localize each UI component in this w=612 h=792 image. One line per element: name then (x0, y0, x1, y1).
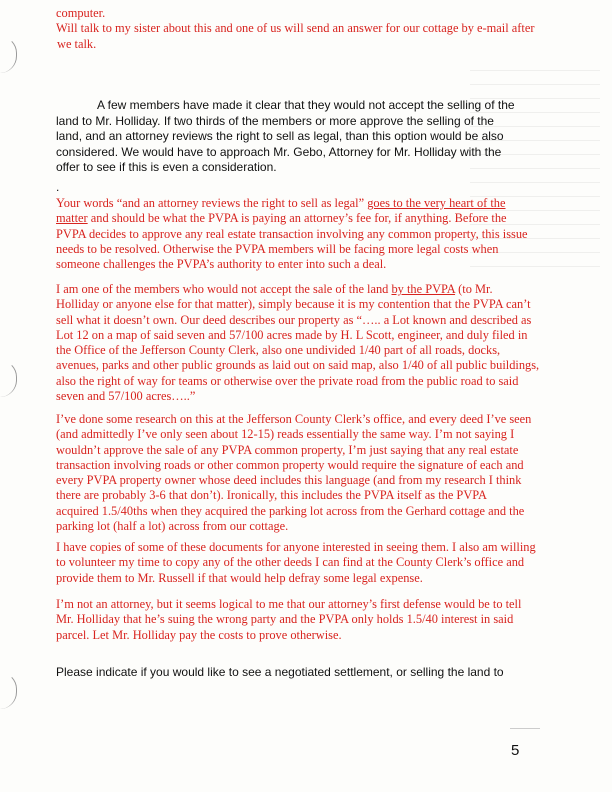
text-line: I have copies of some of these documents for anyone interested in seeing them. I also am willing (56, 540, 536, 554)
text-span: Your words “and an attorney reviews the right to sell as legal” (56, 196, 368, 210)
text-line: Will talk to my sister about this and one of us will send an answer for our cottage by e-mail after (56, 21, 535, 36)
stray-mark: . (56, 180, 60, 194)
response-paragraph-5 (56, 597, 521, 643)
text-line: Holliday or anyone else for that matter), simply because it is my contention that the PVPA can’t (56, 297, 531, 312)
text-span: I am one of the members who would not accept the sale of the land (56, 282, 392, 296)
text-line: land to Mr. Holliday. If two thirds of the members or more approve the selling of the (56, 113, 494, 128)
text-line: I’m not an attorney, but it seems logical to me that our attorney’s first defense would be to tell (56, 597, 522, 611)
text-line: avenues, parks and other public grounds as laid out on said map, also 1/40 of all public buildings, (56, 358, 540, 373)
text-line: seven and 57/100 acres…..” (56, 389, 196, 404)
text-line: needs to be resolved. Otherwise the PVPA members will be facing more legal costs when (56, 241, 499, 256)
underlined-text: matter (56, 211, 88, 226)
text-line: Lot 12 on a map of said seven and 57/100 acres made by H. L Scott, engineer, and duly filed in (56, 327, 528, 342)
text-line: sell what it doesn’t own. Our deed describes our property as “….. a Lot known and described as (56, 312, 532, 327)
closing-question: Please indicate if you would like to see a negotiated settlement, or selling the land to (56, 665, 504, 679)
question-paragraph (56, 98, 515, 176)
text-line: we talk. (57, 36, 97, 51)
text-line: PVPA decides to approve any real estate transaction involving any common property, this issue (56, 226, 528, 241)
text-line: offer to see if this is even a consideration. (56, 160, 277, 175)
text-line: acquired 1.5/40ths when they acquired the parking lot across from the Gerhard cottage and the (56, 503, 525, 518)
text-line: A few members have made it clear that they would not accept the selling of the (97, 98, 515, 112)
text-line (56, 211, 528, 226)
response-paragraph-4 (56, 540, 536, 586)
text-line: to volunteer my time to copy any of the other deeds I can find at the County Clerk’s office and (56, 555, 525, 570)
text-line: someone challenges the PVPA’s authority to enter into such a deal. (56, 257, 387, 272)
text-line (56, 282, 539, 297)
text-line: considered. We would have to approach Mr. Gebo, Attorney for Mr. Holliday with the (56, 144, 502, 159)
page-number: 5 (511, 742, 520, 759)
underlined-text: goes to the very heart of the (367, 196, 506, 210)
response-paragraph-3 (56, 412, 531, 534)
text-line: transaction involving roads or other common property would require the signature of each and (56, 457, 524, 472)
response-paragraph-1 (56, 196, 528, 272)
text-line: the Office of the Jefferson County Clerk, also one undivided 1/40 part of all roads, docks, (56, 343, 501, 358)
binder-hole-middle (0, 360, 17, 397)
text-line: I’ve done some research on this at the Jefferson County Clerk’s office, and every deed I’ve seen (56, 412, 532, 426)
text-line: parking lot (half a lot) across from our cottage. (56, 519, 289, 534)
text-line: computer. (56, 6, 106, 20)
text-line: there are probably 3-6 that don’t). Ironically, this includes the PVPA itself as the PVPA (56, 488, 487, 503)
text-line: provide them to Mr. Russell if that would help defray some legal expense. (56, 570, 423, 585)
footer-rule (510, 728, 540, 729)
binder-hole-bottom (0, 672, 17, 709)
text-line: Mr. Holliday that he’s suing the wrong party and the PVPA only holds 1.5/40 interest in said (56, 612, 514, 627)
text-line: every PVPA property owner whose deed includes this language (and from my research I think (56, 473, 522, 488)
binder-hole-top (0, 36, 17, 73)
text-span: and should be what the PVPA is paying an attorney’s fee for, if anything. Before the (87, 211, 507, 226)
text-line (56, 196, 528, 211)
underlined-text: by the PVPA (391, 282, 456, 296)
top-paragraph (56, 6, 534, 52)
text-line: parcel. Let Mr. Holliday pay the costs to prove otherwise. (56, 627, 342, 642)
text-span: (to Mr. (455, 282, 493, 296)
text-line: also the right of way for teams or otherwise over the private road from the public road to said (56, 373, 519, 388)
text-line: land, and an attorney reviews the right to sell as legal, than this option would be also (56, 129, 504, 144)
text-line: (and admittedly I’ve only seen about 12-15) reads essentially the same way. I’m not saying I (56, 427, 515, 442)
response-paragraph-2 (56, 282, 539, 404)
text-line: wouldn’t approve the sale of any PVPA common property, I’m just saying that any real estate (56, 442, 519, 457)
